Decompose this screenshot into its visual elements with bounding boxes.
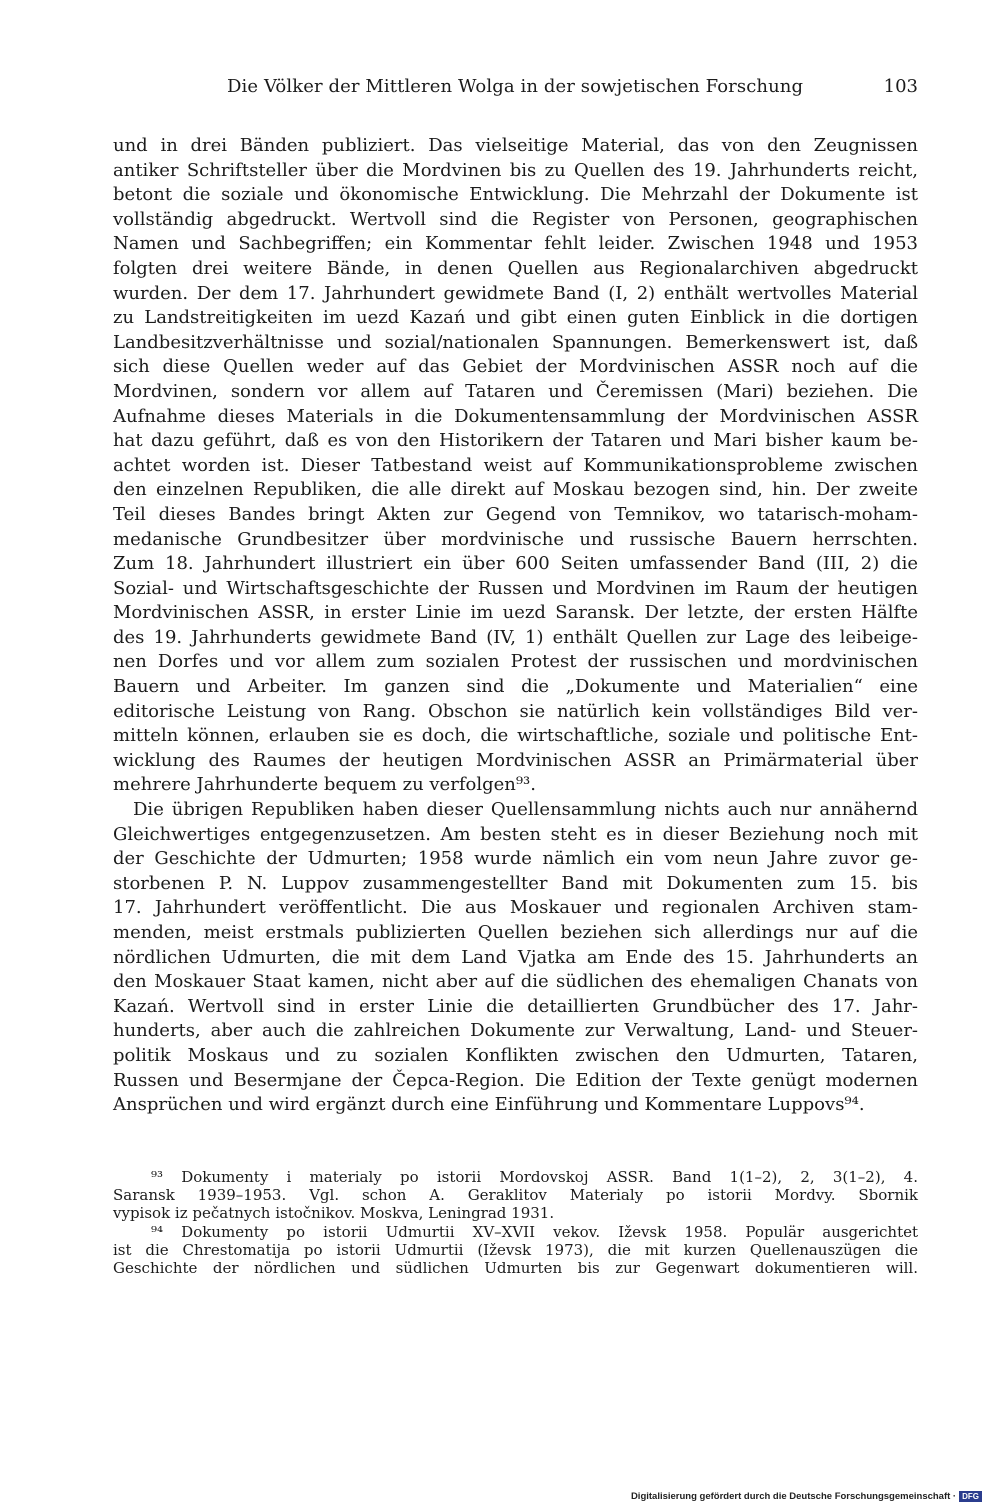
text-line: Bauern und Arbeiter. Im ganzen sind die „Dokumente und Materialien“ eine (113, 676, 918, 698)
footnote-94-line: Geschichte der nördlichen und südlichen Udmurten bis zur Gegenwart dokumentieren will. (113, 1258, 918, 1277)
footnote-93-line: vypisok iz pečatnych istočnikov. Moskva, Leningrad 1931. (113, 1204, 555, 1223)
text-line: Teil dieses Bandes bringt Akten zur Gegend von Temnikov, wo tatarisch-moham- (113, 503, 918, 525)
page-number: 103 (883, 76, 918, 97)
text-line: zu Landstreitigkeiten im uezd Kazań und gibt einen guten Einblick in die dortigen (113, 307, 918, 329)
text-line: des 19. Jahrhunderts gewidmete Band (IV, 1) enthält Quellen zur Lage des leibeige- (113, 626, 918, 648)
digitization-credit (631, 1490, 982, 1502)
text-line: hunderts, aber auch die zahlreichen Dokumente zur Verwaltung, Land- und Steuer- (113, 1020, 918, 1042)
text-line: 17. Jahrhundert veröffentlicht. Die aus Moskauer und regionalen Archiven stam- (113, 897, 918, 919)
text-line: mehrere Jahrhunderte bequem zu verfolgen⁹³. (113, 774, 536, 796)
text-line: Aufnahme dieses Materials in die Dokumentensammlung der Mordvinischen ASSR (113, 405, 918, 427)
footnote-94-line: ⁹⁴ Dokumenty po istorii Udmurtii XV–XVII vekov. Iževsk 1958. Populär ausgerichtet (151, 1222, 918, 1241)
text-line: betont die soziale und ökonomische Entwicklung. Die Mehrzahl der Dokumente ist (113, 184, 918, 206)
body-text (113, 134, 918, 1118)
text-line: storbenen P. N. Luppov zusammengestellter Band mit Dokumenten zum 15. bis (113, 872, 918, 894)
text-line: Sozial- und Wirtschaftsgeschichte der Russen und Mordvinen im Raum der heutigen (113, 577, 918, 599)
text-line: Landbesitzverhältnisse und sozial/nationalen Spannungen. Bemerkenswert ist, daß (113, 331, 918, 353)
text-line: achtet worden ist. Dieser Tatbestand weist auf Kommunikationsprobleme zwischen (113, 454, 918, 476)
text-line: folgten drei weitere Bände, in denen Quellen aus Regionalarchiven abgedruckt (113, 257, 918, 279)
credit-text: Digitalisierung gefördert durch die Deutsche Forschungsgemeinschaft · (630, 1490, 957, 1502)
page-header (112, 76, 918, 102)
footnote-93-line: Saransk 1939–1953. Vgl. schon A. Geraklitov Materialy po istorii Mordvy. Sbornik (113, 1186, 918, 1205)
text-line: wurden. Der dem 17. Jahrhundert gewidmete Band (I, 2) enthält wertvolles Material (113, 282, 918, 304)
text-line: vollständig abgedruckt. Wertvoll sind die Register von Personen, geographischen (113, 208, 918, 230)
text-line: Mordvinischen ASSR, in erster Linie im uezd Saransk. Der letzte, der ersten Hälfte (113, 602, 918, 624)
footnote-94-line: ist die Chrestomatija po istorii Udmurtii (Iževsk 1973), die mit kurzen Quellenauszügen die (113, 1240, 918, 1259)
text-line: nen Dorfes und vor allem zum sozialen Protest der russischen und mordvinischen (113, 651, 918, 673)
text-line: Kazań. Wertvoll sind in erster Linie die detaillierten Grundbücher des 17. Jahr- (113, 995, 918, 1017)
running-title: Die Völker der Mittleren Wolga in der sowjetischen Forschung (227, 76, 804, 97)
text-line: menden, meist erstmals publizierten Quellen beziehen sich allerdings nur auf die (113, 922, 918, 943)
text-line: Russen und Besermjane der Čepca-Region. Die Edition der Texte genügt modernen (113, 1069, 918, 1091)
text-line: Die übrigen Republiken haben dieser Quellensammlung nichts auch nur annähernd (133, 799, 918, 821)
text-line: Namen und Sachbegriffen; ein Kommentar fehlt leider. Zwischen 1948 und 1953 (113, 233, 918, 255)
text-line: politik Moskaus und zu sozialen Konflikten zwischen den Udmurten, Tataren, (113, 1044, 918, 1066)
text-line: hat dazu geführt, daß es von den Historikern der Tataren und Mari bisher kaum be- (113, 430, 918, 452)
text-line: nördlichen Udmurten, die mit dem Land Vjatka am Ende des 15. Jahrhunderts an (113, 946, 918, 968)
text-line: Mordvinen, sondern vor allem auf Tataren und Čeremissen (Mari) beziehen. Die (113, 380, 918, 402)
text-line: der Geschichte der Udmurten; 1958 wurde nämlich ein vom neun Jahre zuvor ge- (113, 848, 918, 870)
text-line: den einzelnen Republiken, die alle direkt auf Moskau bezogen sind, hin. Der zweite (113, 479, 918, 501)
text-line: Gleichwertiges entgegenzusetzen. Am besten steht es in dieser Beziehung noch mit (113, 823, 918, 845)
text-line: mitteln können, erlauben sie es doch, die wirtschaftliche, soziale und politische Ent- (113, 725, 918, 747)
text-line: den Moskauer Staat kamen, nicht aber auf die südlichen des ehemaligen Chanats von (113, 971, 918, 993)
text-line: Zum 18. Jahrhundert illustriert ein über 600 Seiten umfassender Band (III, 2) die (113, 553, 918, 575)
text-line: editorische Leistung von Rang. Obschon sie natürlich kein vollständiges Bild ver- (113, 700, 918, 722)
text-line: sich diese Quellen weder auf das Gebiet der Mordvinischen ASSR noch auf die (113, 356, 918, 378)
footnotes (113, 1168, 918, 1277)
text-line: medanische Grundbesitzer über mordvinische und russische Bauern herrschten. (113, 528, 918, 550)
footnote-93-line: ⁹³ Dokumenty i materialy po istorii Mordovskoj ASSR. Band 1(1–2), 2, 3(1–2), 4. (151, 1168, 918, 1186)
text-line: wicklung des Raumes der heutigen Mordvinischen ASSR an Primärmaterial über (113, 749, 918, 771)
text-line: und in drei Bänden publiziert. Das vielseitige Material, das von den Zeugnissen (113, 135, 918, 156)
text-line: Ansprüchen und wird ergänzt durch eine Einführung und Kommentare Luppovs⁹⁴. (113, 1094, 865, 1116)
text-line: antiker Schriftsteller über die Mordvinen bis zu Quellen des 19. Jahrhunderts reicht, (113, 159, 918, 181)
dfg-logo-icon: DFG (959, 1491, 982, 1502)
